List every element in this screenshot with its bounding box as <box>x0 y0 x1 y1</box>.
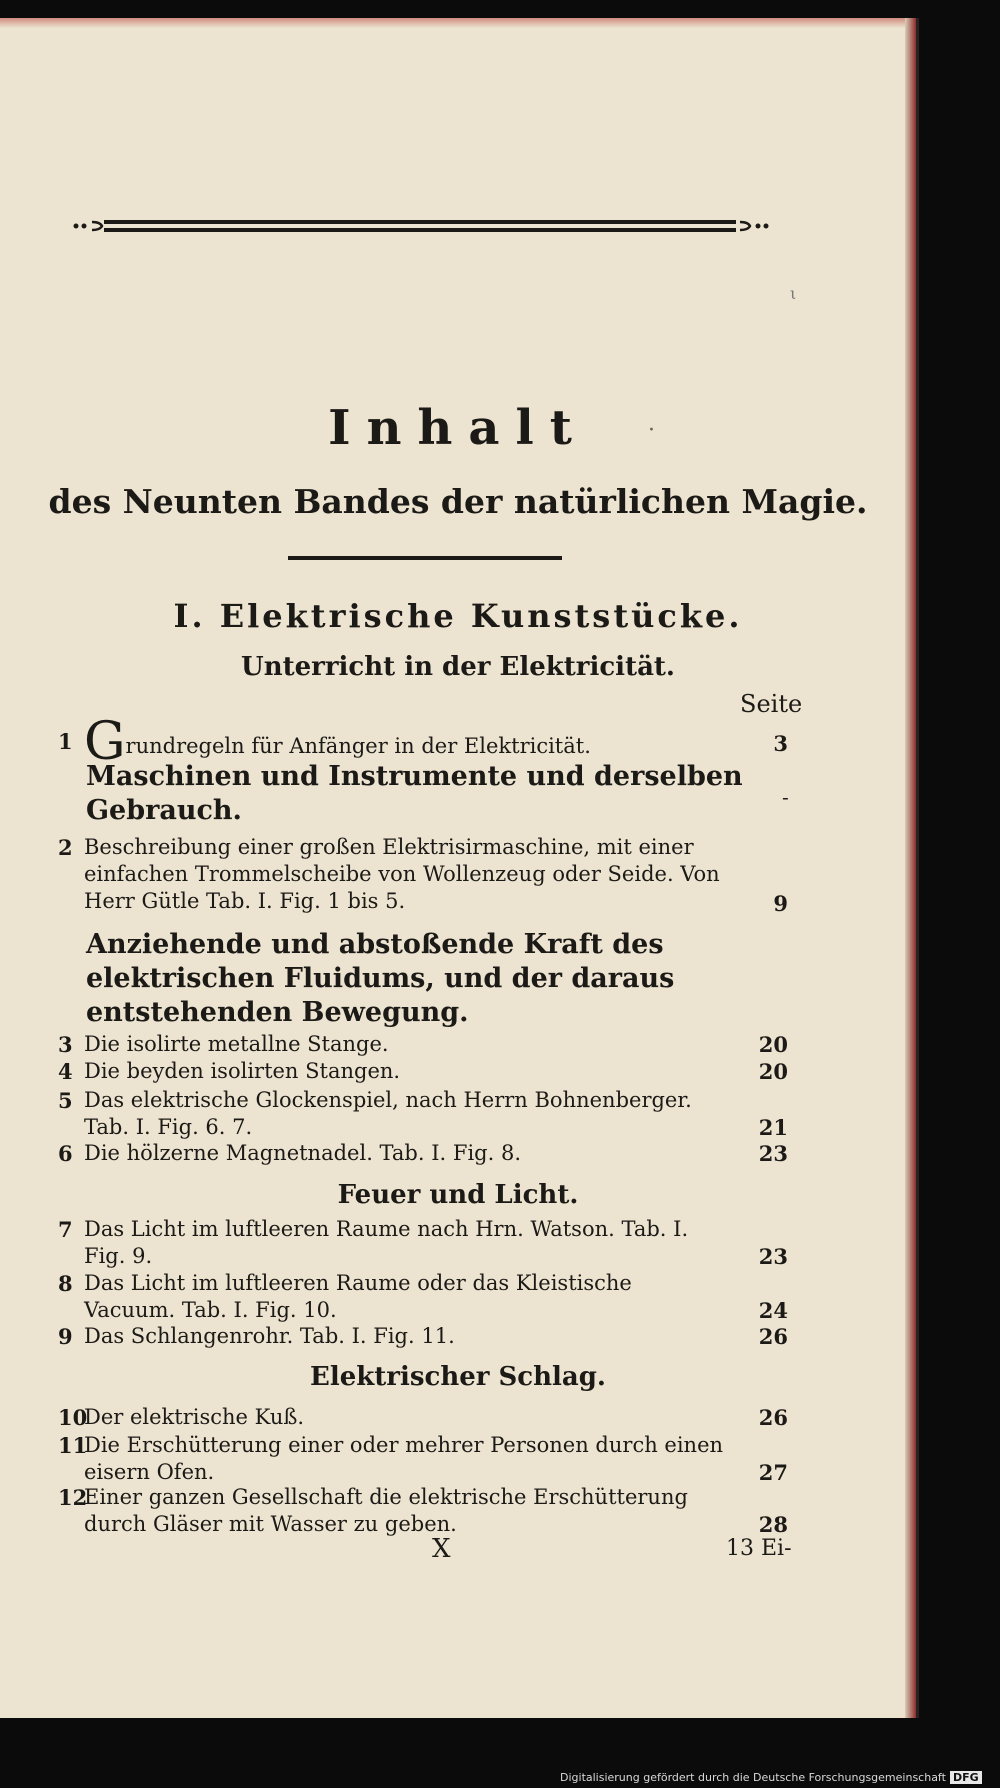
entry-page: 23 <box>758 1244 788 1269</box>
signature-mark: X <box>432 1534 451 1564</box>
entry-number: 5 <box>58 1088 73 1113</box>
entry-text: Die hölzerne Magnetnadel. Tab. I. Fig. 8. <box>84 1141 521 1165</box>
entry-text: Das elektrische Glockenspiel, nach Herrn Bohnenberger. Tab. I. Fig. 6. 7. <box>84 1088 692 1139</box>
toc-entry <box>58 1270 788 1324</box>
entry-number: 6 <box>58 1141 73 1166</box>
entry-number: 4 <box>58 1059 73 1084</box>
page-subtitle: des Neunten Bandes der natürlichen Magie. <box>48 482 868 521</box>
entry-page: 26 <box>758 1405 788 1430</box>
subsection-heading: Elektrischer Schlag. <box>310 1362 606 1392</box>
entry-number: 10 <box>58 1405 88 1430</box>
page-edge <box>905 18 916 1718</box>
entry-text: Das Licht im luftleeren Raume nach Hrn. Watson. Tab. I. Fig. 9. <box>84 1217 689 1268</box>
entry-text: Beschreibung einer großen Elektrisirmaschine, mit einer einfachen Trommelscheibe von Wollenzeug oder Seide. Von Herr Gütle Tab. I. Fig. 1 bis 5. <box>84 835 720 913</box>
entry-text: Die beyden isolirten Stangen. <box>84 1059 401 1083</box>
footer-text: Digitalisierung gefördert durch die Deutsche Forschungsgemeinschaft <box>560 1771 946 1784</box>
seite-label: Seite <box>740 690 803 718</box>
catchword: 13 Ei- <box>726 1536 792 1561</box>
entry-text: rundregeln für Anfänger in der Elektricität. <box>125 734 591 758</box>
title-rule <box>288 556 562 560</box>
entry-text: Das Licht im luftleeren Raume oder das Kleistische Vacuum. Tab. I. Fig. 10. <box>84 1271 632 1322</box>
entry-page: 21 <box>758 1115 788 1140</box>
toc-entry <box>58 1087 788 1141</box>
entry-text: Der elektrische Kuß. <box>84 1405 305 1429</box>
ornamental-rule <box>72 217 772 235</box>
toc-entry <box>58 1432 788 1486</box>
page-blemish: ι <box>790 284 797 303</box>
entry-number: 8 <box>58 1271 73 1296</box>
entry-number: 9 <box>58 1324 73 1349</box>
entry-page: 27 <box>758 1460 788 1485</box>
entry-number: 7 <box>58 1217 73 1242</box>
entry-text: Die isolirte metallne Stange. <box>84 1032 389 1056</box>
entry-text: Einer ganzen Gesellschaft die elektrische Erschütterung durch Gläser mit Wasser zu geben. <box>84 1485 688 1536</box>
entry-page: 28 <box>758 1512 788 1537</box>
toc-entry <box>58 1404 788 1431</box>
entry-text: Die Erschütterung einer oder mehrer Personen durch einen eisern Ofen. <box>84 1433 724 1484</box>
digitization-footer <box>560 1771 982 1784</box>
entry-page: 9 <box>773 891 788 916</box>
subsection-heading: Unterricht in der Elektricität. <box>241 652 675 682</box>
toc-entry <box>58 1058 788 1085</box>
toc-entry <box>58 1031 788 1058</box>
toc-entry <box>58 712 788 772</box>
toc-entry <box>58 1216 788 1270</box>
entry-page: 20 <box>758 1032 788 1057</box>
entry-number: 12 <box>58 1485 88 1510</box>
decorated-initial: G <box>84 712 126 772</box>
dfg-logo: DFG <box>950 1771 982 1784</box>
section-title: I. Elektrische Kunststücke. <box>173 597 743 635</box>
toc-entry <box>58 1323 788 1350</box>
toc-entry <box>58 834 788 918</box>
ink-mark: · <box>648 418 655 443</box>
dash-mark: - <box>782 785 789 809</box>
entry-page: 20 <box>758 1059 788 1084</box>
toc-entry <box>58 1484 788 1538</box>
group-heading: Anziehende und abstoßende Kraft des elektrischen Fluidums, und der daraus entstehenden Bewegung. <box>86 929 675 1028</box>
group-heading: Maschinen und Instrumente und derselben Gebrauch. <box>86 761 743 826</box>
entry-number: 2 <box>58 835 73 860</box>
entry-number: 3 <box>58 1032 73 1057</box>
entry-page: 3 <box>773 731 788 756</box>
entry-page: 23 <box>758 1141 788 1166</box>
entry-page: 26 <box>758 1324 788 1349</box>
entry-text: Das Schlangenrohr. Tab. I. Fig. 11. <box>84 1324 455 1348</box>
entry-number: 1 <box>58 729 73 754</box>
subsection-heading: Feuer und Licht. <box>337 1180 579 1210</box>
toc-entry <box>58 1140 788 1167</box>
entry-number: 11 <box>58 1433 88 1458</box>
entry-page: 24 <box>758 1298 788 1323</box>
page-title: Inhalt <box>328 400 588 456</box>
